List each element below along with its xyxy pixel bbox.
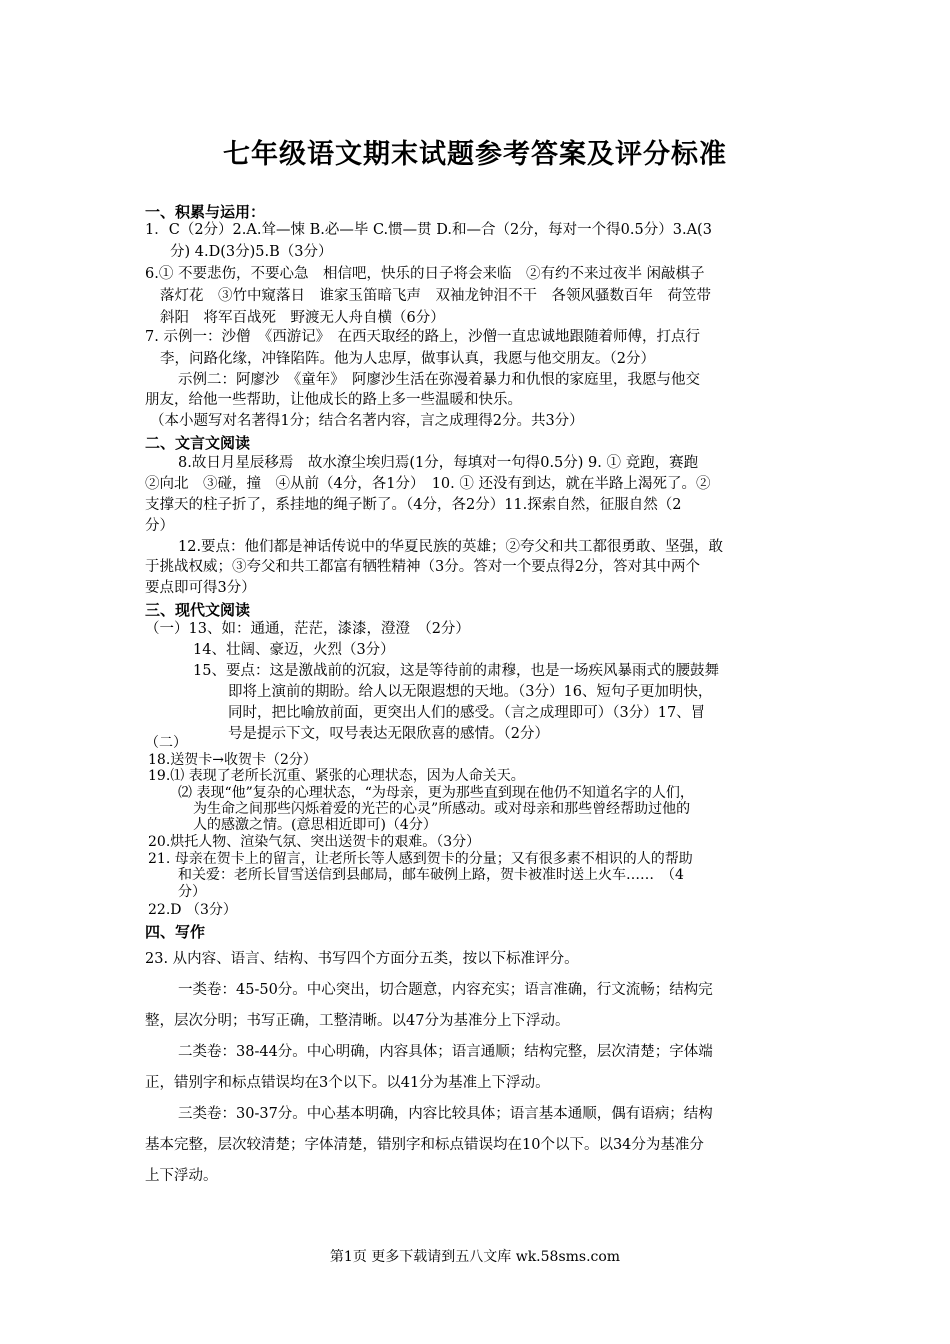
section-heading-4: 四、写作: [145, 923, 206, 941]
answer-line: 一类卷：45-50分。中心突出，切合题意，内容充实；语言准确，行文流畅；结构完: [178, 982, 713, 998]
answer-line: 8.故日月星辰移焉 故水潦尘埃归焉(1分，每填对一句得0.5分) 9. ① 竞跑，赛跑: [178, 455, 699, 471]
answer-line: （一）13、如：通通，茫茫，漆漆，澄澄 （2分）: [145, 621, 470, 637]
answer-line: 三类卷：30-37分。中心基本明确，内容比较具体；语言基本通顺，偶有语病；结构: [178, 1106, 713, 1122]
answer-line: 示例二：阿廖沙 《童年》 阿廖沙生活在弥漫着暴力和仇恨的家庭里，我愿与他交: [178, 372, 700, 388]
answer-line: 23. 从内容、语言、结构、书写四个方面分五类，按以下标准评分。: [145, 951, 579, 967]
answer-line: 支撑天的柱子折了，系挂地的绳子断了。（4分，各2分）11.探索自然，征服自然（2: [145, 497, 682, 513]
answer-line: 分）: [178, 884, 206, 900]
answer-line: 要点即可得3分）: [145, 580, 256, 596]
answer-line: 李，问路化缘，冲锋陷阵。他为人忠厚，做事认真，我愿与他交朋友。（2分）: [160, 351, 655, 367]
page-footer: 第1页 更多下载请到五八文库 wk.58sms.com: [329, 1249, 621, 1265]
answer-line: 斜阳 将军百战死 野渡无人舟自横（6分）: [160, 310, 445, 326]
answer-line: 基本完整，层次较清楚；字体清楚，错别字和标点错误均在10个以下。以34分为基准分: [145, 1137, 704, 1153]
answer-line: 朋友，给他一些帮助，让他成长的路上多一些温暖和快乐。: [145, 392, 522, 408]
answer-line: 7. 示例一：沙僧 《西游记》 在西天取经的路上，沙僧一直忠诚地跟随着师傅，打点行: [145, 329, 700, 345]
answer-line: 1．C（2分）2.A.耸—悚 B.必—毕 C.惯—贯 D.和—合（2分，每对一个得0.5分）3.A(3: [145, 222, 712, 238]
answer-line: 即将上演前的期盼。给人以无限遐想的天地。（3分）16、短句子更加明快，: [228, 684, 713, 700]
answer-line: 18.送贺卡→收贺卡（2分）: [148, 752, 317, 768]
answer-line: 上下浮动。: [145, 1168, 218, 1184]
answer-line: 15、要点：这是激战前的沉寂，这是等待前的肃穆，也是一场疾风暴雨式的腰鼓舞: [193, 663, 719, 679]
answer-line: 二类卷：38-44分。中心明确，内容具体；语言通顺；结构完整，层次清楚；字体端: [178, 1044, 713, 1060]
answer-line: 12.要点：他们都是神话传说中的华夏民族的英雄；②夸父和共工都很勇敢、坚强，敢: [178, 539, 724, 555]
answer-line: 同时，把比喻放前面，更突出人们的感受。（言之成理即可）（3分）17、冒: [228, 705, 706, 721]
answer-line: 整，层次分明；书写正确，工整清晰。以47分为基准分上下浮动。: [145, 1013, 570, 1029]
answer-line: 20.烘托人物、渲染气氛、突出送贺卡的艰难。（3分）: [148, 834, 481, 850]
answer-line: 22.D （3分）: [148, 902, 237, 918]
answer-line: ②向北 ③碰，撞 ④从前（4分，各1分） 10. ① 还没有到达，就在半路上渴死了。②: [145, 476, 711, 492]
answer-line: 人的感激之情。(意思相近即可)（4分）: [193, 817, 437, 833]
answer-line: 于挑战权威；③夸父和共工都富有牺牲精神（3分。答对一个要点得2分，答对其中两个: [145, 559, 700, 575]
answer-line: 号是提示下文，叹号表达无限欣喜的感情。（2分）: [228, 726, 549, 742]
section-heading-2: 二、文言文阅读: [145, 434, 251, 452]
answer-line: 21. 母亲在贺卡上的留言，让老所长等人感到贺卡的分量；又有很多素不相识的人的帮助: [148, 851, 693, 867]
answer-line: 19.⑴ 表现了老所长沉重、紧张的心理状态，因为人命关天。: [148, 768, 525, 784]
answer-line: ⑵ 表现“他”复杂的心理状态，“为母亲，更为那些直到现在他仍不知道名字的人们，: [178, 785, 694, 801]
answer-line: 分）: [145, 518, 174, 534]
answer-line: 正，错别字和标点错误均在3个以下。以41分为基准上下浮动。: [145, 1075, 550, 1091]
answer-line: 14、壮阔、豪迈，火烈（3分）: [193, 642, 395, 658]
page-title: 七年级语文期末试题参考答案及评分标准: [223, 139, 727, 170]
subsection-label: （二）: [145, 735, 187, 751]
answer-line: 和关爱：老所长冒雪送信到县邮局，邮车破例上路，贺卡被准时送上火车…… （4: [178, 867, 684, 883]
answer-line: 6.① 不要悲伤，不要心急 相信吧，快乐的日子将会来临 ②有约不来过夜半 闲敲棋子: [145, 266, 705, 282]
answer-line: 为生命之间那些闪烁着爱的光芒的心灵”所感动。或对母亲和那些曾经帮助过他的: [193, 801, 691, 817]
answer-line: （本小题写对名著得1分；结合名著内容，言之成理得2分。共3分）: [150, 413, 584, 429]
answer-line: 分) 4.D(3分)5.B（3分）: [170, 244, 333, 260]
section-heading-3: 三、现代文阅读: [145, 601, 251, 619]
section-heading-1: 一、积累与运用：: [145, 203, 266, 221]
answer-line: 落灯花 ③竹中窥落日 谁家玉笛暗飞声 双袖龙钟泪不干 各领风骚数百年 荷笠带: [160, 288, 711, 304]
